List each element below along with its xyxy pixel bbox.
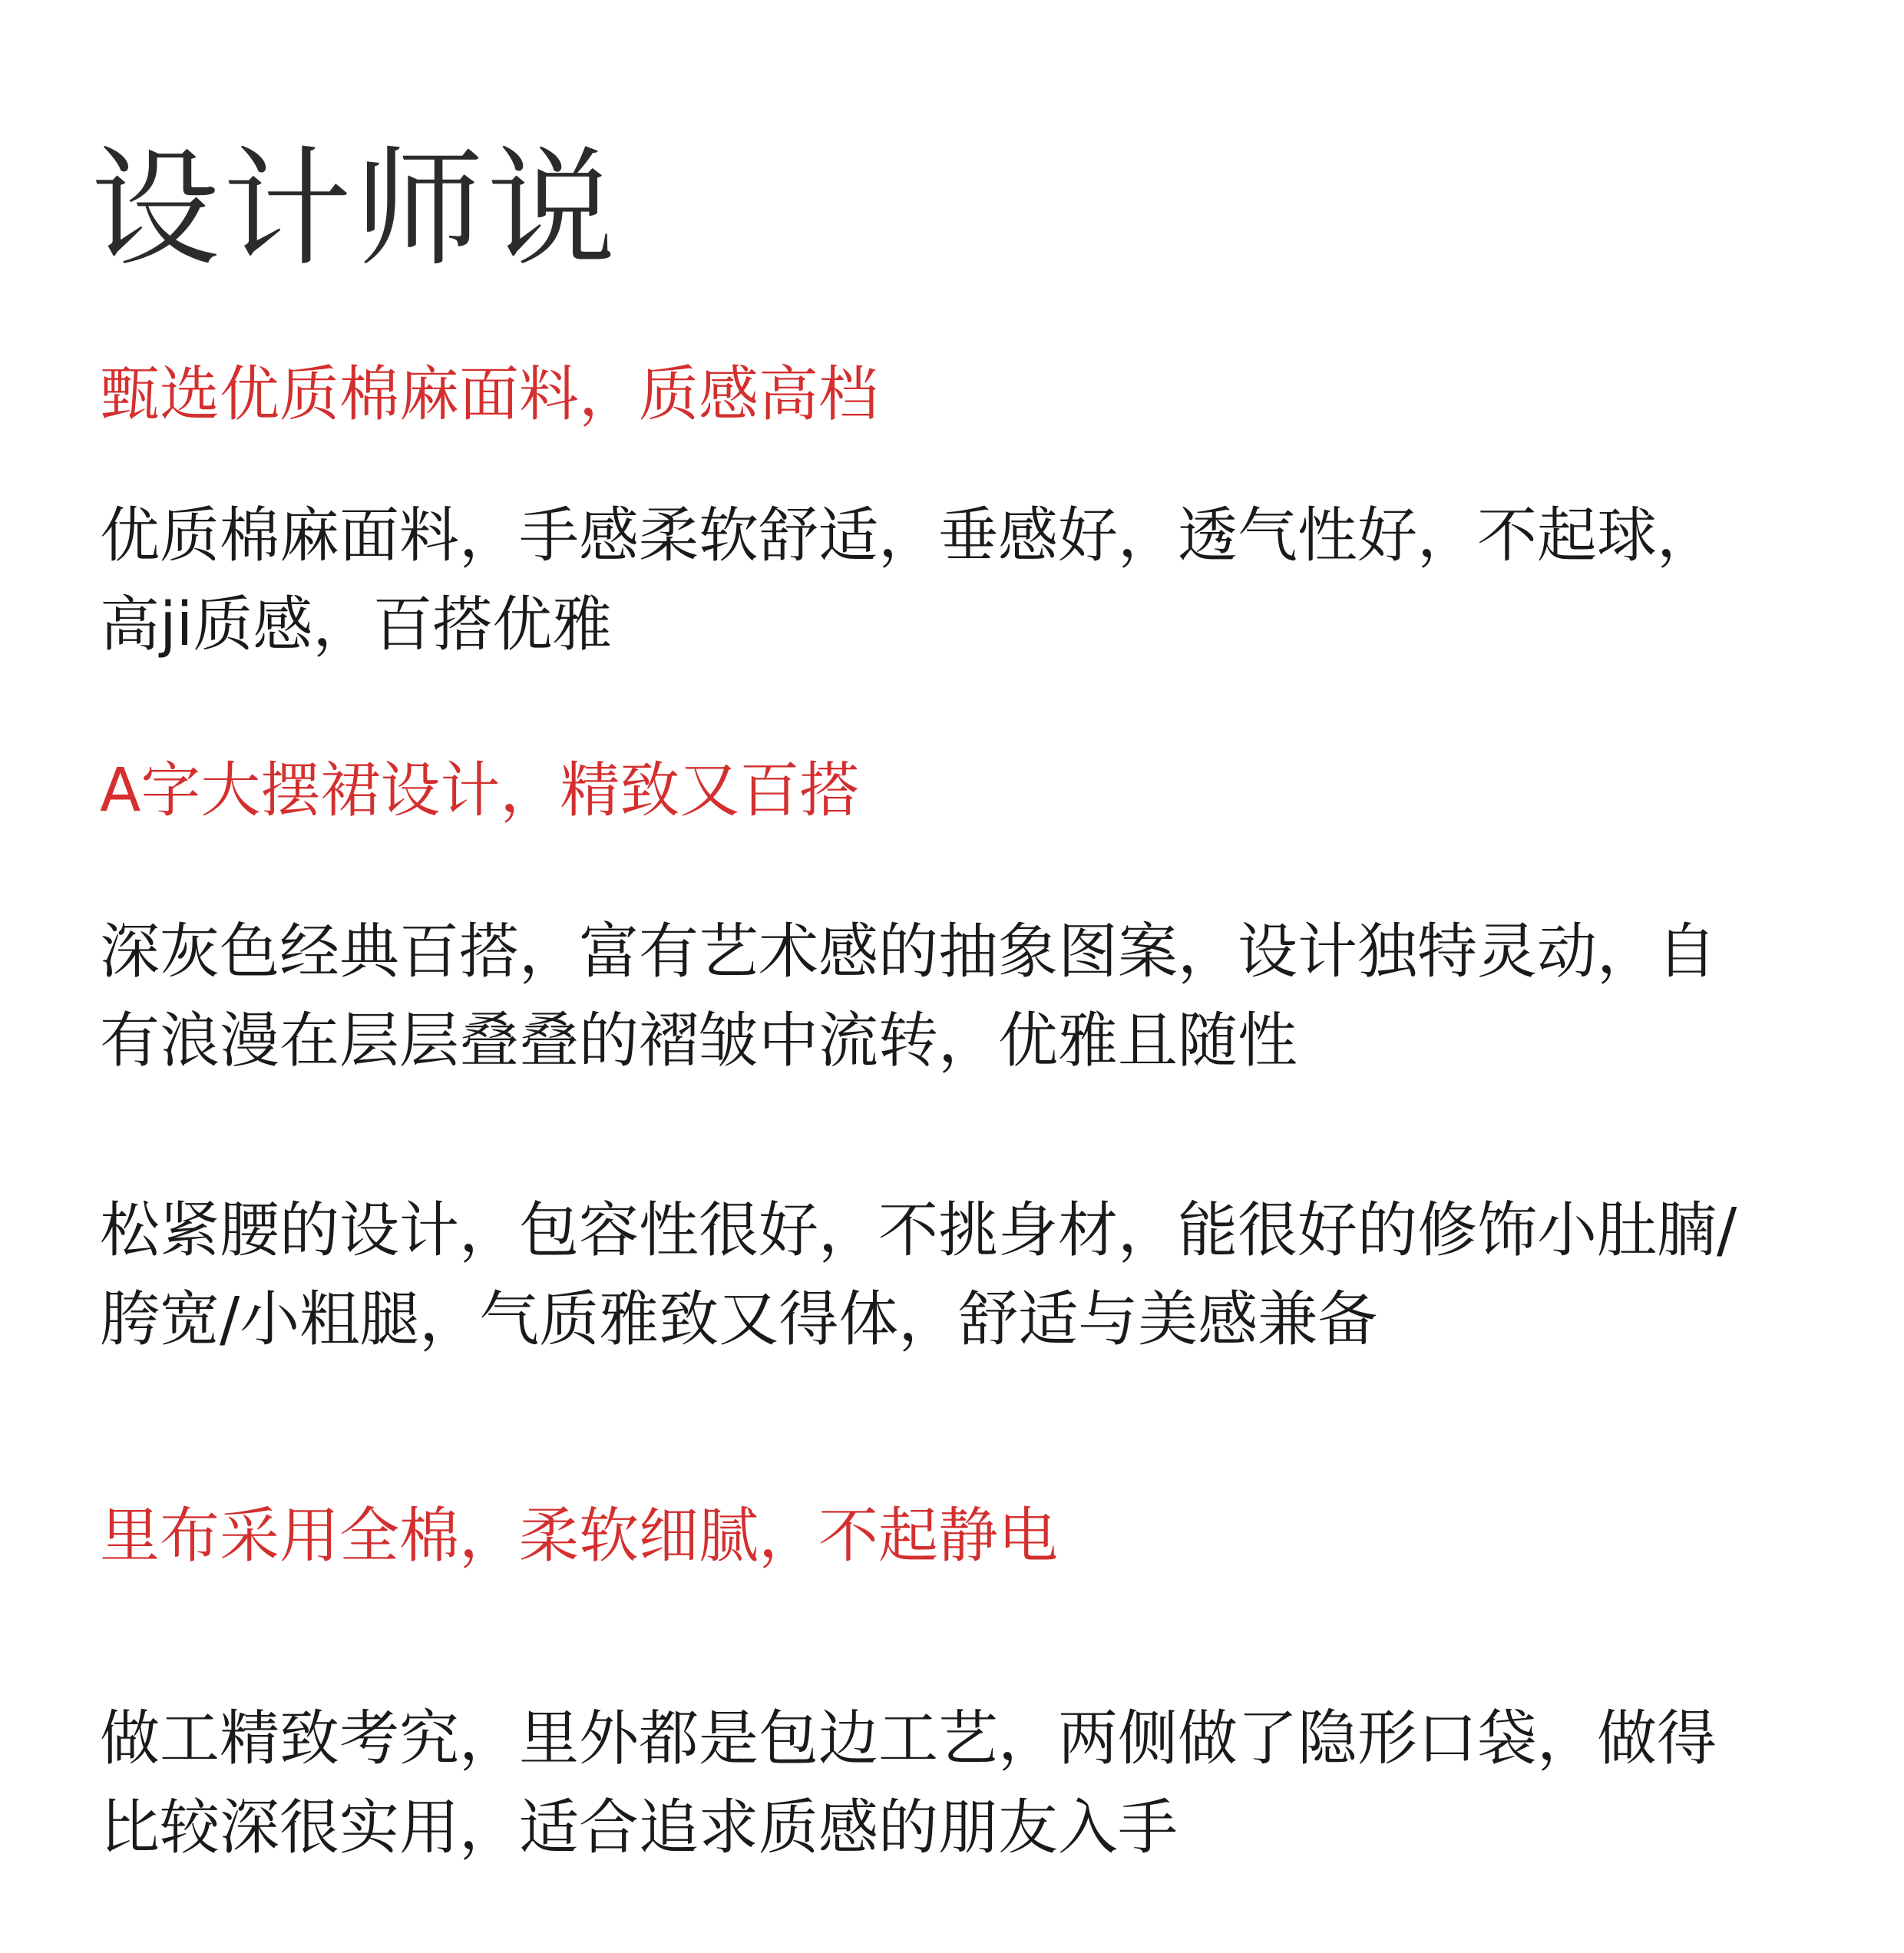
paragraph-line: 松紧腰的设计，包容性很好，不挑身材，能很好的修饰小肚腩/	[100, 1196, 1737, 1265]
paragraph-craftsmanship	[100, 1702, 1866, 1880]
paragraph-line: 胯宽/小粗腿，气质雅致又得体，舒适与美感兼备	[100, 1285, 1378, 1354]
page-title: 设计师说	[91, 134, 619, 284]
paragraph-line: 深灰色经典百搭，富有艺术感的抽象图案，设计独特灵动，自	[100, 917, 1717, 986]
paragraph-line: 有浪漫在层层叠叠的褶皱中流转，优雅且随性	[100, 1006, 1298, 1076]
paragraph-pattern	[100, 915, 1866, 1093]
section-heading-fabric: 甄选优质棉麻面料，质感高档	[100, 360, 879, 429]
paragraph-fabric	[100, 499, 1866, 677]
paragraph-line: 比较深很实用，适合追求质感的朋友入手	[100, 1793, 1178, 1862]
section-heading-skirt-design: A字大摆裙设计，精致又百搭	[100, 756, 860, 825]
section-heading-lining: 里布采用全棉，柔软细腻，不起静电	[100, 1502, 1059, 1571]
paragraph-line: 高ji质感，百搭优雅	[100, 590, 613, 659]
paragraph-waist	[100, 1194, 1866, 1372]
paragraph-line: 优质棉麻面料，手感柔软舒适，垂感好，透气性好，不起球，	[100, 501, 1717, 570]
paragraph-line: 做工精致考究，里外都是包边工艺，两侧做了隐形口袋，做得	[100, 1704, 1717, 1773]
